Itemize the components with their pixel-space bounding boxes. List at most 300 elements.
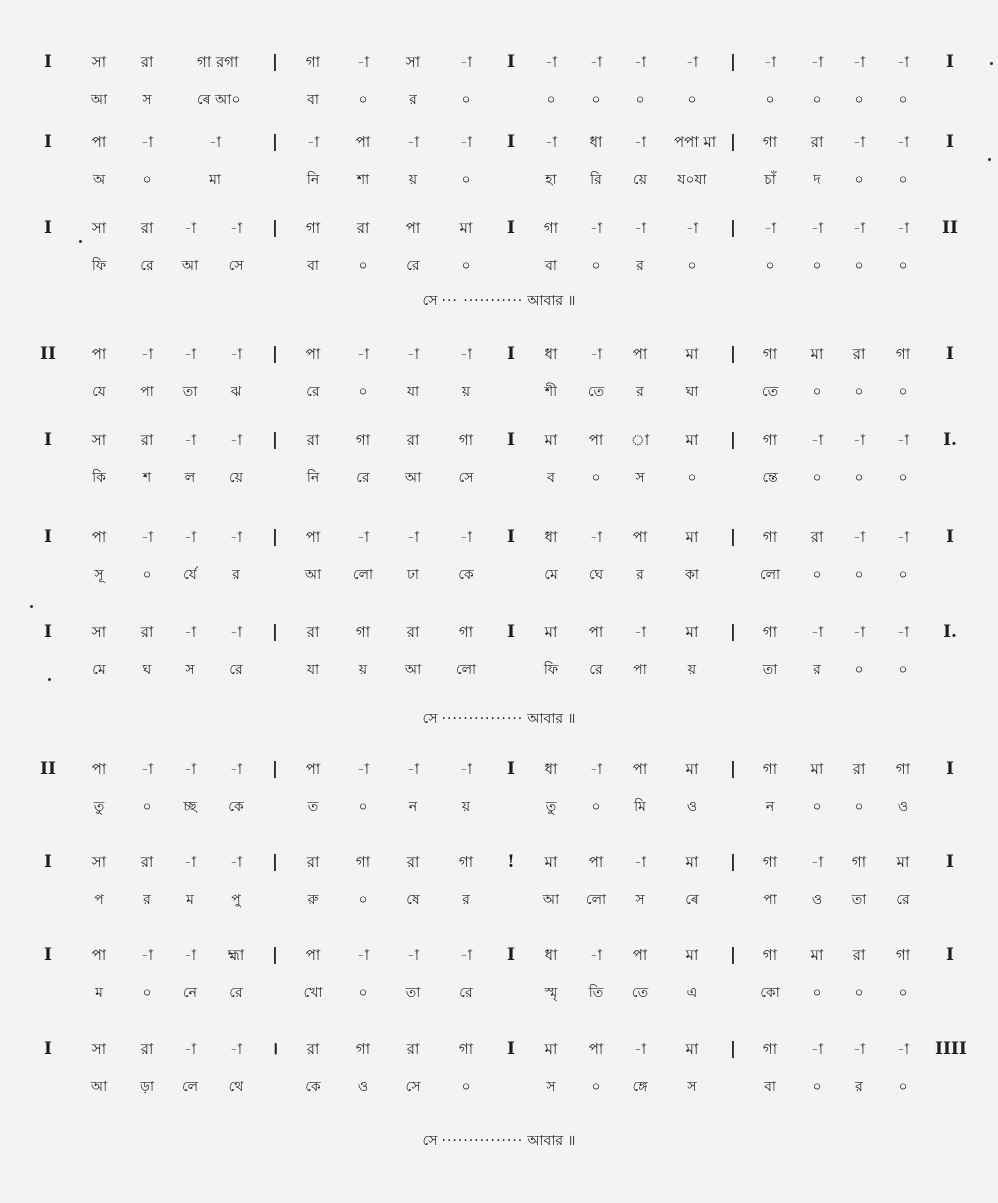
note: গা [458,623,474,641]
note: -া [896,1040,910,1058]
note: -া [896,53,910,71]
lyric-syllable: য়ে [633,172,647,188]
lyric-syllable: ০ [812,1079,822,1095]
note: সা [91,431,107,449]
note: গা [762,431,778,449]
note: -া [406,528,420,546]
note: গা [762,133,778,151]
note: -া [140,946,154,964]
bar-mark: ! [507,852,515,872]
bar-mark: I [44,430,52,450]
note: পা [588,623,604,641]
lyric-syllable: লে [181,1079,199,1095]
note: গা [543,219,559,237]
note: মা [685,623,699,641]
lyric-line [0,254,998,278]
lyric-syllable: ম [95,985,103,1001]
note: সা [91,53,107,71]
note: পা [91,946,107,964]
note: -া [633,1040,647,1058]
bar-mark: | [271,218,279,238]
note: -া [183,946,197,964]
lyric-syllable: তা [851,892,867,908]
notation-line [0,850,998,874]
lyric-syllable: য০যা [677,172,707,188]
lyric-syllable: লো [759,567,781,583]
lyric-syllable: যা [306,662,320,678]
note: -া [633,853,647,871]
note: রা [852,946,866,964]
note: পপা মা [674,133,717,151]
bar-mark: IIII [935,1039,967,1059]
note: -া [356,946,370,964]
bar-mark: II [40,344,56,364]
lyric-syllable: ০ [591,92,601,108]
lyric-syllable: য়ে [229,470,243,486]
note: -া [356,528,370,546]
note: পা [305,760,321,778]
note: পা [632,528,648,546]
note: -া [810,219,824,237]
note: গা [895,946,911,964]
note: রা [406,853,420,871]
lyric-syllable: ০ [812,567,822,583]
refrain-dots: ··············· [441,1133,524,1149]
lyric-syllable: প [94,892,104,908]
lyric-syllable: ঙ্গে [632,1079,648,1095]
note: -া [763,219,777,237]
note: পা [91,528,107,546]
note: পা [305,345,321,363]
lyric-syllable: আ [90,1079,108,1095]
note: রা [306,1040,320,1058]
lyric-syllable: ও [686,799,698,815]
lyric-syllable: আ [90,92,108,108]
refrain-dots: ··· ··········· [441,293,524,309]
note: -া [810,853,824,871]
note: গা [851,853,867,871]
bar-mark: I [44,132,52,152]
note: -া [140,760,154,778]
note: ধা [544,345,558,363]
lyric-syllable: ০ [765,258,775,274]
note: রা [406,623,420,641]
bar-mark: I [44,852,52,872]
note: মা [685,946,699,964]
lyric-syllable: ০ [358,985,368,1001]
note: -া [208,133,222,151]
lyric-syllable: র [636,384,644,400]
bar-mark: | [271,132,279,152]
bar-mark: I [507,430,515,450]
lyric-syllable: রে [140,258,154,274]
note: মা [896,853,910,871]
lyric-line [0,88,998,112]
lyric-syllable: সে [458,470,474,486]
lyric-syllable: ০ [898,1079,908,1095]
lyric-syllable: ০ [854,985,864,1001]
note: -া [852,623,866,641]
note: মা [810,946,824,964]
refrain-start: সে [422,293,438,309]
note: -া [763,53,777,71]
note: -া [183,760,197,778]
note: -া [544,53,558,71]
lyric-syllable: ০ [546,92,556,108]
lyric-syllable: ব [547,470,555,486]
note: -া [633,623,647,641]
refrain-end: আবার ॥ [527,711,576,727]
note: -া [306,133,320,151]
note: রা [140,431,154,449]
lyric-syllable: স [635,470,645,486]
lyric-line [0,1075,998,1099]
refrain-start: সে [422,1133,438,1149]
lyric-syllable: আ [304,567,322,583]
lyric-syllable: তা [182,384,198,400]
bar-mark: I [44,1039,52,1059]
lyric-syllable: পা [140,384,154,400]
lyric-syllable: ল [184,470,196,486]
note: মা [685,431,699,449]
note: -া [183,219,197,237]
lyric-syllable: পা [763,892,777,908]
bar-mark: | [271,852,279,872]
lyric-syllable: যে [92,384,106,400]
bar-mark: | [729,52,737,72]
lyric-syllable: ফি [91,258,107,274]
lyric-syllable: ০ [461,1079,471,1095]
note: হ্মা [227,946,245,964]
note: -া [810,431,824,449]
scan-speck [79,240,82,243]
refrain-start: সে [422,711,438,727]
note: -া [183,345,197,363]
lyric-syllable: আ [404,470,422,486]
lyric-syllable: স্মৃ [544,985,558,1001]
lyric-syllable: ০ [635,92,645,108]
lyric-syllable: ম [186,892,194,908]
refrain-end: আবার ॥ [527,1133,576,1149]
note: -া [544,133,558,151]
lyric-syllable: ০ [358,799,368,815]
lyric-syllable: শী [544,384,558,400]
lyric-syllable: ০ [812,799,822,815]
lyric-syllable: র [636,258,644,274]
lyric-syllable: যা [406,384,420,400]
bar-mark: II [942,218,958,238]
lyric-syllable: ০ [854,567,864,583]
lyric-syllable: ০ [812,384,822,400]
lyric-syllable: তু [93,799,105,815]
note: -া [356,345,370,363]
lyric-syllable: স [185,662,195,678]
lyric-syllable: য় [408,172,418,188]
note: -া [810,1040,824,1058]
lyric-syllable: কা [685,567,699,583]
note: -া [183,528,197,546]
lyric-line [0,168,998,192]
lyric-syllable: কি [92,470,106,486]
note: -া [852,528,866,546]
lyric-syllable: স [546,1079,556,1095]
bar-mark: I [507,527,515,547]
note: -া [140,133,154,151]
lyric-syllable: বা [307,92,319,108]
note: পা [632,345,648,363]
lyric-syllable: রে [406,258,420,274]
lyric-syllable: তে [761,384,779,400]
lyric-syllable: সে [405,1079,421,1095]
bar-mark: I [946,852,954,872]
note: -া [229,345,243,363]
lyric-syllable: য় [461,799,471,815]
note: গা [762,853,778,871]
lyric-syllable: কো [760,985,780,1001]
bar-mark: I [507,945,515,965]
note: -া [140,528,154,546]
lyric-syllable: ০ [854,172,864,188]
lyric-syllable: সূ [94,567,104,583]
note: রা [306,431,320,449]
lyric-syllable: লো [585,892,607,908]
note: গা [895,345,911,363]
note: গা [305,53,321,71]
notation-line [0,342,998,366]
lyric-syllable: নি [306,470,320,486]
note: মা [810,760,824,778]
bar-mark: I [946,52,954,72]
bar-mark: | [271,945,279,965]
lyric-syllable: ০ [461,92,471,108]
lyric-syllable: ০ [687,258,697,274]
note: -া [229,219,243,237]
lyric-syllable: সে [228,258,244,274]
bar-mark: | [271,759,279,779]
lyric-syllable: র [813,662,821,678]
lyric-syllable: তা [762,662,778,678]
bar-mark: | [729,430,737,450]
lyric-syllable: ০ [898,258,908,274]
note: -া [459,345,473,363]
lyric-syllable: র [462,892,470,908]
note: -া [633,53,647,71]
lyric-syllable: হা [545,172,557,188]
bar-mark: I [507,759,515,779]
lyric-syllable: মি [634,799,646,815]
note: পা [588,853,604,871]
lyric-syllable: ০ [812,470,822,486]
lyric-syllable: ০ [898,92,908,108]
note: -া [229,623,243,641]
bar-mark: | [729,218,737,238]
lyric-syllable: খো [303,985,323,1001]
lyric-syllable: ০ [358,92,368,108]
notation-line [0,620,998,644]
note: সা [91,1040,107,1058]
note: পা [305,946,321,964]
lyric-syllable: ফি [543,662,559,678]
lyric-syllable: ০ [812,92,822,108]
notation-line [0,216,998,240]
note: রা [810,528,824,546]
lyric-syllable: য় [358,662,368,678]
lyric-line [0,380,998,404]
lyric-syllable: ০ [854,799,864,815]
note: -া [896,219,910,237]
lyric-syllable: মা [209,172,221,188]
notation-line [0,130,998,154]
lyric-syllable: ০ [854,470,864,486]
note: পা [355,133,371,151]
note: ধা [544,528,558,546]
notation-line [0,757,998,781]
note: -া [229,431,243,449]
lyric-syllable: রি [590,172,602,188]
lyric-syllable: ৰে [685,892,699,908]
lyric-syllable: স [687,1079,697,1095]
bar-mark: I [44,527,52,547]
lyric-syllable: ০ [898,985,908,1001]
lyric-syllable: ঘ [142,662,152,678]
refrain-dots: ··············· [441,711,524,727]
note: -া [633,219,647,237]
lyric-syllable: রে [356,470,370,486]
lyric-syllable: ঝ [230,384,242,400]
refrain-line [0,708,998,730]
note: -া [406,760,420,778]
lyric-syllable: ০ [687,92,697,108]
lyric-syllable: ঘে [588,567,604,583]
lyric-syllable: ০ [142,567,152,583]
note: -া [229,528,243,546]
note: মা [685,853,699,871]
note: রা [140,853,154,871]
note: -া [589,528,603,546]
note: গা [762,946,778,964]
lyric-line [0,981,998,1005]
bar-mark: I [946,132,954,152]
note: রা [306,853,320,871]
note: -া [183,431,197,449]
note: -া [852,219,866,237]
lyric-syllable: ০ [461,172,471,188]
note: মা [544,623,558,641]
note: রা [306,623,320,641]
note: -া [356,760,370,778]
lyric-syllable: তা [405,985,421,1001]
note: মা [685,528,699,546]
note: মা [810,345,824,363]
note: রা [852,345,866,363]
bar-mark: I [44,218,52,238]
lyric-syllable: ন্তে [762,470,778,486]
refrain-end: আবার ॥ [527,293,576,309]
bar-mark: I [507,1039,515,1059]
lyric-syllable: ০ [142,799,152,815]
bar-mark: | [271,430,279,450]
note: -া [406,345,420,363]
note: -া [229,760,243,778]
note: -া [852,133,866,151]
lyric-syllable: তি [588,985,604,1001]
lyric-syllable: র [232,567,240,583]
lyric-syllable: ও [811,892,823,908]
note: -া [896,623,910,641]
note: -া [229,1040,243,1058]
lyric-syllable: রু [307,892,319,908]
lyric-line [0,888,998,912]
note: -া [589,53,603,71]
lyric-syllable: চাঁ [764,172,776,188]
lyric-syllable: আ [542,892,560,908]
bar-mark: I [44,945,52,965]
lyric-syllable: রে [459,985,473,1001]
lyric-syllable: রে [896,892,910,908]
lyric-syllable: ৰে আ০ [197,92,241,108]
bar-mark: I [507,52,515,72]
note: -া [459,133,473,151]
lyric-syllable: এ [686,985,698,1001]
bar-mark: I [44,52,52,72]
lyric-syllable: থে [228,1079,244,1095]
note: মা [685,760,699,778]
note: গা [355,623,371,641]
lyric-syllable: স [635,892,645,908]
note: রা [406,1040,420,1058]
note: -া [589,219,603,237]
lyric-syllable: ০ [898,567,908,583]
lyric-syllable: ০ [591,1079,601,1095]
note: গা [458,431,474,449]
lyric-syllable: রে [589,662,603,678]
lyric-syllable: ০ [591,258,601,274]
lyric-syllable: অ [92,172,106,188]
note: সা [91,853,107,871]
lyric-syllable: লো [455,662,477,678]
note: পা [91,133,107,151]
note: -া [896,133,910,151]
lyric-syllable: র্যে [183,567,197,583]
lyric-syllable: তু [545,799,557,815]
bar-mark: | [271,344,279,364]
note: -া [633,133,647,151]
lyric-syllable: য় [687,662,697,678]
note: রা [140,623,154,641]
note: গা [762,760,778,778]
note: পা [632,946,648,964]
bar-mark: I [507,132,515,152]
bar-mark: | [729,852,737,872]
lyric-syllable: লো [352,567,374,583]
notation-line [0,525,998,549]
lyric-syllable: মে [544,567,558,583]
note: -া [896,431,910,449]
lyric-syllable: ০ [898,384,908,400]
lyric-syllable: ০ [854,92,864,108]
note: সা [91,219,107,237]
bar-mark: I [507,622,515,642]
lyric-syllable: ০ [898,470,908,486]
note: -া [183,853,197,871]
lyric-syllable: ঢা [407,567,419,583]
note: পা [405,219,421,237]
lyric-syllable: ০ [358,384,368,400]
note: গা রগা [197,53,239,71]
lyric-syllable: র [143,892,151,908]
lyric-line [0,795,998,819]
note: মা [544,431,558,449]
